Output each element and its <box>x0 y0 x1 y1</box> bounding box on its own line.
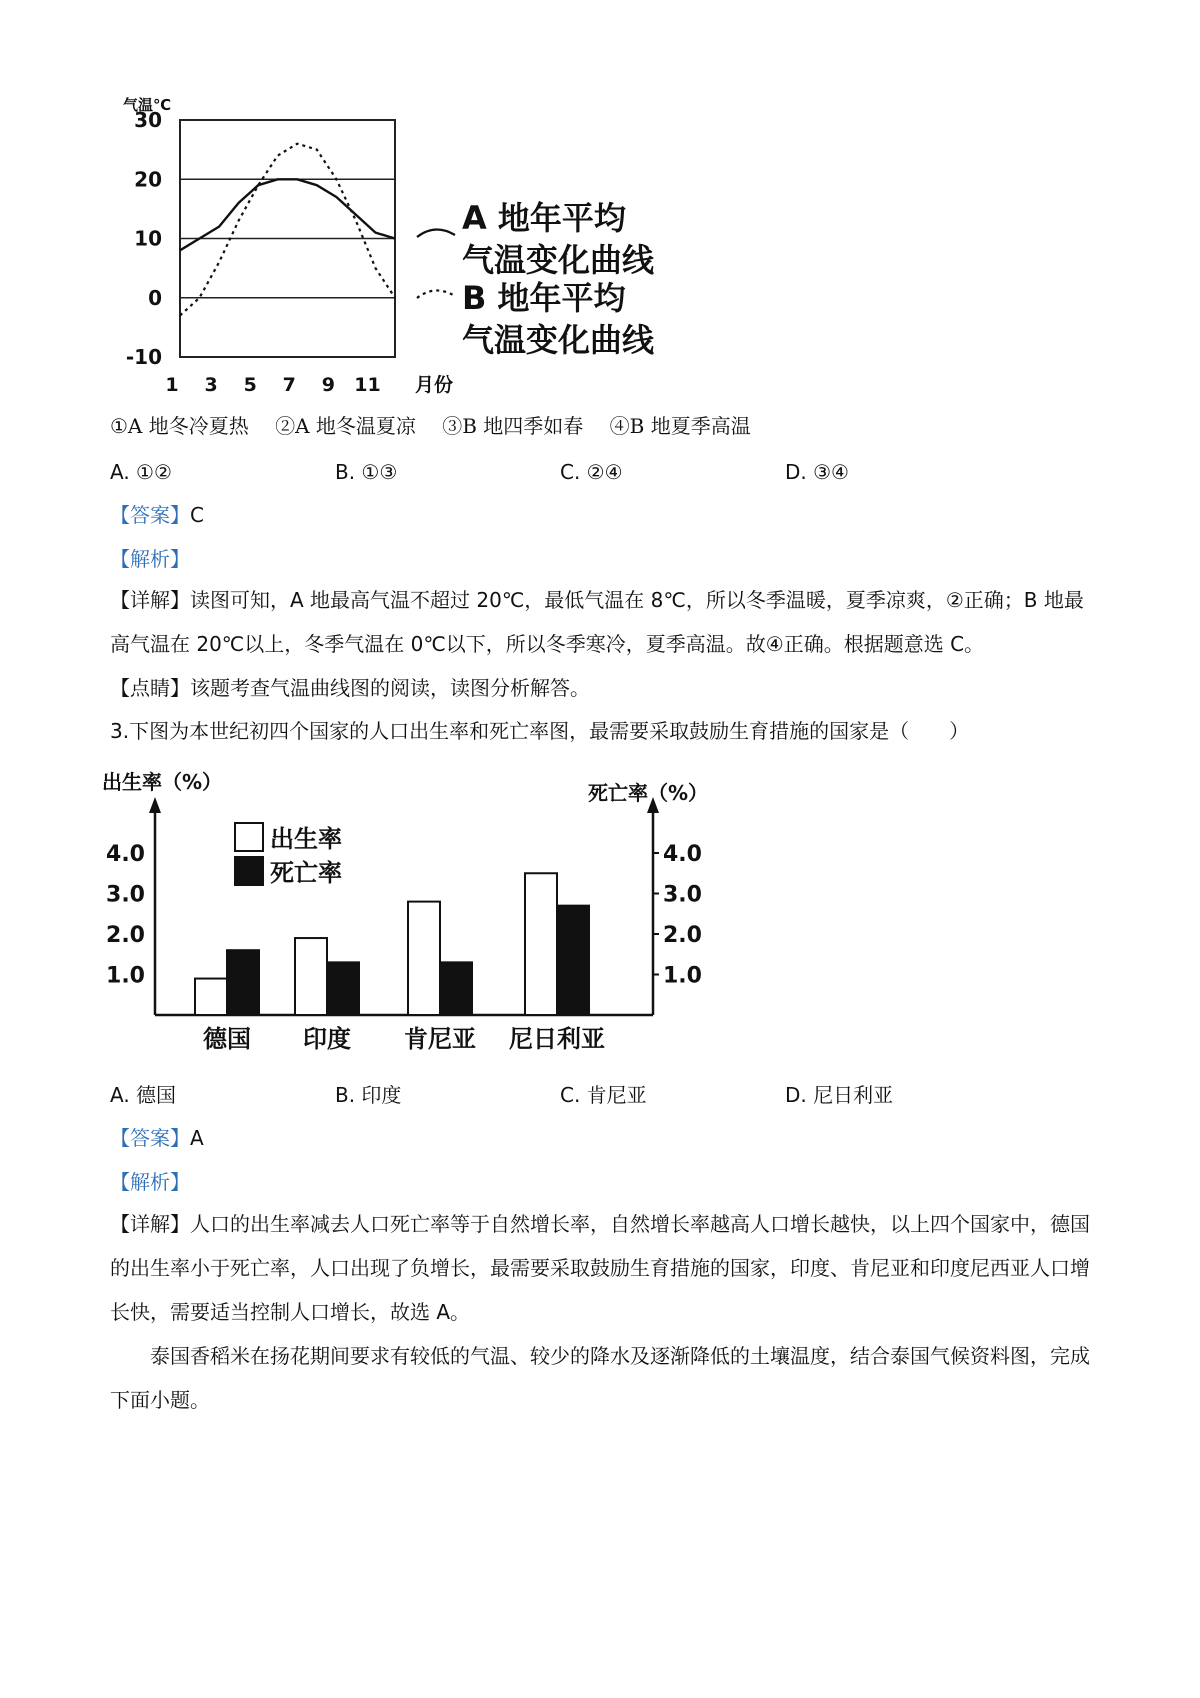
q3-detail <box>110 1202 1100 1334</box>
x-tick-label: 5 <box>243 374 257 395</box>
detail-text: 人口的出生率减去人口死亡率等于自然增长率，自然增长率越高人口增长越快，以上四个国家中，德国的出生率小于死亡率，人口出现了负增长，最需要采取鼓励生育措施的国家，印度、肯尼亚和印度尼西亚人口增长快，需要适当控制人口增长，故选 A。 <box>110 1212 1090 1324</box>
comment-text: 该题考查气温曲线图的阅读，读图分析解答。 <box>190 676 590 700</box>
detail-tag: 【详解】 <box>110 588 190 612</box>
x-tick-label: 11 <box>354 374 381 395</box>
category-label: 肯尼亚 <box>404 1025 476 1053</box>
q3-stem: 3.下图为本世纪初四个国家的人口出生率和死亡率图，最需要采取鼓励生育措施的国家是（ ） <box>110 719 970 743</box>
left-axis-arrow <box>149 797 161 813</box>
left-y-tick-label: 3.0 <box>106 882 145 908</box>
y-axis-label: 气温℃ <box>123 96 172 114</box>
death-rate-bar <box>557 906 589 1015</box>
detail-tag: 【详解】 <box>110 1212 190 1236</box>
detail-text: 读图可知，A 地最高气温不超过 20℃，最低气温在 8℃，所以冬季温暖，夏季凉爽，②正确；B 地最高气温在 20℃以上，冬季气温在 0℃以下，所以冬季寒冷，夏季高温。故④正确。根据题意选 C。 <box>110 588 1084 656</box>
legend-marker-a <box>417 229 455 237</box>
right-y-tick-label: 1.0 <box>663 963 702 989</box>
death-rate-bar <box>327 962 359 1015</box>
y-tick-label: 10 <box>134 226 162 251</box>
y-tick-label: 0 <box>148 285 162 310</box>
y-tick-label: 30 <box>134 108 162 132</box>
legend-label-line1: A 地年平均 <box>462 199 626 237</box>
answer-value: C <box>190 503 204 527</box>
birth-rate-bar <box>295 938 327 1015</box>
q3-analysis-tag: 【解析】 <box>110 1170 190 1194</box>
birth-death-rate-chart <box>100 765 720 1065</box>
death-rate-bar <box>440 962 472 1015</box>
birth-rate-bar <box>195 979 227 1015</box>
x-axis-label: 月份 <box>415 374 454 395</box>
legend-label: 死亡率 <box>270 859 342 887</box>
x-tick-label: 1 <box>165 374 179 395</box>
answer-value: A <box>190 1126 204 1150</box>
left-y-tick-label: 1.0 <box>106 963 145 989</box>
x-tick-label: 3 <box>204 374 218 395</box>
temperature-line-chart <box>105 85 705 395</box>
series-a-line <box>180 179 395 250</box>
option-d[interactable]: D. ③④ <box>785 460 849 484</box>
category-label: 印度 <box>303 1025 351 1053</box>
left-y-tick-label: 2.0 <box>106 923 145 948</box>
answer-tag: 【答案】 <box>110 503 190 527</box>
option-c[interactable]: C. ②④ <box>560 460 623 484</box>
q3-answer <box>110 1124 204 1152</box>
y-tick-label: -10 <box>125 345 162 369</box>
legend-marker-b <box>417 290 455 298</box>
next-intro: 泰国香稻米在扬花期间要求有较低的气温、较少的降水及逐渐降低的土壤温度，结合泰国气候资料图，完成下面小题。 <box>110 1344 1090 1412</box>
legend-label-line2: 气温变化曲线 <box>462 241 655 279</box>
option-a[interactable]: A. ①② <box>110 460 172 484</box>
legend-label-line2: 气温变化曲线 <box>462 321 655 359</box>
right-axis-label: 死亡率（%） <box>588 781 709 805</box>
q2-answer <box>110 501 204 529</box>
category-label: 德国 <box>203 1025 251 1053</box>
legend-label: 出生率 <box>270 825 342 853</box>
option-c[interactable]: C. 肯尼亚 <box>560 1083 647 1107</box>
right-y-tick-label: 4.0 <box>663 842 702 867</box>
left-y-tick-label: 4.0 <box>106 842 145 867</box>
q2-detail <box>110 578 1100 666</box>
x-tick-label: 7 <box>282 374 296 395</box>
right-y-tick-label: 2.0 <box>663 923 702 948</box>
left-axis-label: 出生率（%） <box>102 770 223 794</box>
x-tick-label: 9 <box>321 374 335 395</box>
option-b[interactable]: B. ①③ <box>335 460 398 484</box>
birth-rate-bar <box>525 873 557 1015</box>
legend-label-line1: B 地年平均 <box>462 279 626 317</box>
comment-tag: 【点睛】 <box>110 676 190 700</box>
q2-comment <box>110 674 590 702</box>
right-y-tick-label: 3.0 <box>663 882 702 908</box>
option-b[interactable]: B. 印度 <box>335 1083 402 1107</box>
option-d[interactable]: D. 尼日利亚 <box>785 1083 894 1107</box>
q2-analysis-tag: 【解析】 <box>110 547 190 571</box>
legend-swatch-birth <box>235 823 263 851</box>
birth-rate-bar <box>408 902 440 1015</box>
y-tick-label: 20 <box>134 167 162 192</box>
legend-swatch-death <box>235 857 263 885</box>
category-label: 尼日利亚 <box>509 1025 605 1053</box>
statements: ①A 地冬冷夏热 ②A 地冬温夏凉 ③B 地四季如春 ④B 地夏季高温 <box>110 414 751 438</box>
option-a[interactable]: A. 德国 <box>110 1083 177 1107</box>
answer-tag: 【答案】 <box>110 1126 190 1150</box>
death-rate-bar <box>227 950 259 1015</box>
